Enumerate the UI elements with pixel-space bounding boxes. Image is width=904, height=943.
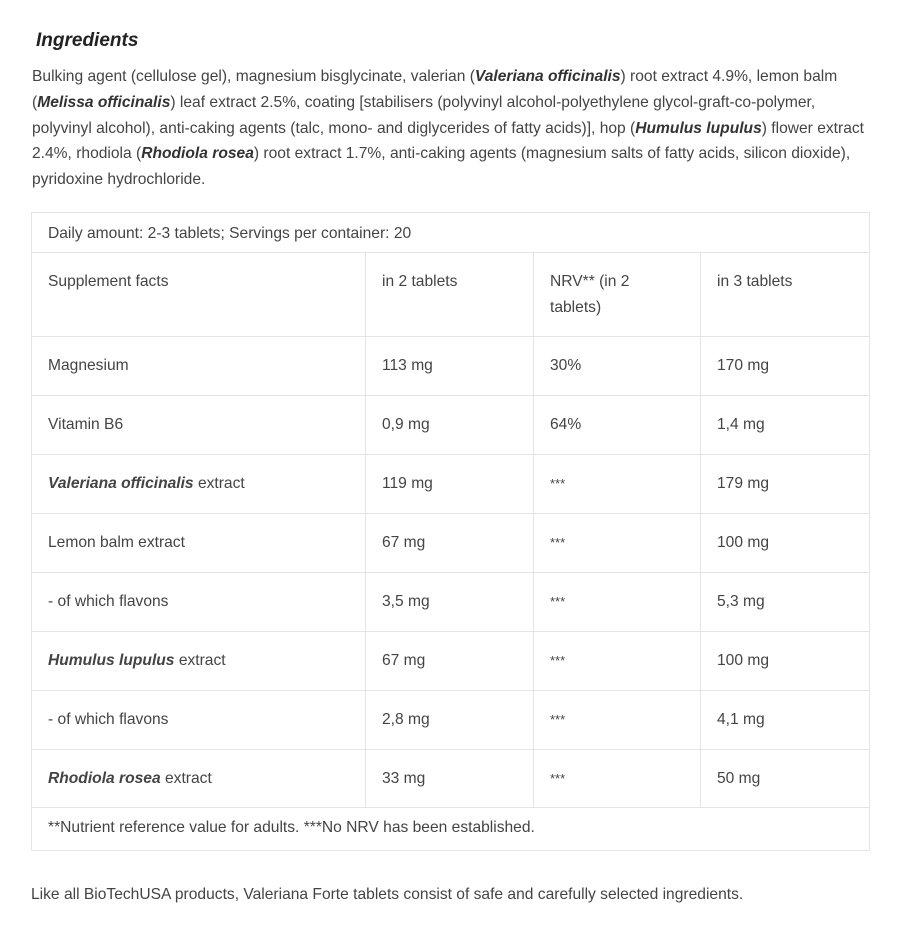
ingredients-text <box>32 64 872 193</box>
nrv-value: *** <box>534 573 701 632</box>
ingredients-text-part: ) root extract 4.9%, lemon balm ( <box>32 68 838 111</box>
nutrient-label: extract <box>174 652 226 669</box>
amount-2-tablets: 113 mg <box>366 337 534 396</box>
table-row <box>32 337 870 396</box>
ingredients-heading: Ingredients <box>36 30 139 51</box>
footnote-cell: **Nutrient reference value for adults. ***No NRV has been established. <box>32 808 870 851</box>
table-row <box>32 455 870 514</box>
ingredients-text-part: ) leaf extract 2.5%, coating [stabilisers (polyvinyl alcohol-polyethylene glycol-graft-co-polymer, polyvinyl alcohol), anti-caking agents (talc, mono- and diglycerides of fatty acids)], hop ( <box>32 93 816 137</box>
nrv-value: *** <box>534 632 701 691</box>
amount-3-tablets: 100 mg <box>701 632 870 691</box>
amount-2-tablets: 3,5 mg <box>366 573 534 632</box>
amount-2-tablets: 119 mg <box>366 455 534 514</box>
ingredient-latin-name: Valeriana officinalis <box>474 68 621 85</box>
table-row <box>32 632 870 691</box>
daily-amount-cell: Daily amount: 2-3 tablets; Servings per container: 20 <box>32 213 870 253</box>
ingredients-text-part: ) flower extract 2.4%, rhodiola ( <box>32 119 865 163</box>
ingredients-text-part: ) root extract 1.7%, anti-caking agents (magnesium salts of fatty acids, silicon dioxide), pyridoxine hydrochloride. <box>32 145 851 189</box>
header-in-2-tablets: in 2 tablets <box>366 253 534 337</box>
nutrient-name <box>32 396 366 455</box>
amount-2-tablets: 33 mg <box>366 750 534 808</box>
nutrient-name <box>32 514 366 573</box>
nutrient-label: extract <box>193 475 245 492</box>
header-nrv: NRV** (in 2 tablets) <box>534 253 701 337</box>
amount-3-tablets: 179 mg <box>701 455 870 514</box>
footnote-row <box>32 808 870 851</box>
ingredient-latin-name: Melissa officinalis <box>37 93 171 111</box>
table-row <box>32 514 870 573</box>
nutrient-name <box>32 750 366 808</box>
table-row <box>32 750 870 808</box>
amount-3-tablets: 100 mg <box>701 514 870 573</box>
amount-3-tablets: 170 mg <box>701 337 870 396</box>
table-row <box>32 691 870 750</box>
nrv-value: 30% <box>534 337 701 396</box>
amount-2-tablets: 67 mg <box>366 632 534 691</box>
supplement-facts-table <box>31 212 870 851</box>
nutrient-label: - of which flavons <box>48 711 169 728</box>
nutrient-name <box>32 691 366 750</box>
daily-amount-row <box>32 213 870 253</box>
amount-3-tablets: 4,1 mg <box>701 691 870 750</box>
ingredient-latin-name: Humulus lupulus <box>635 119 762 137</box>
nutrient-name <box>32 632 366 691</box>
nutrient-name <box>32 455 366 514</box>
amount-3-tablets: 5,3 mg <box>701 573 870 632</box>
nrv-value: *** <box>534 750 701 808</box>
amount-2-tablets: 2,8 mg <box>366 691 534 750</box>
nutrient-name <box>32 573 366 632</box>
header-supplement-facts: Supplement facts <box>32 253 366 337</box>
ingredients-text-part: Bulking agent (cellulose gel), magnesium bisglycinate, valerian ( <box>32 68 475 85</box>
nutrient-label: Magnesium <box>48 357 129 374</box>
nutrient-latin-name: Valeriana officinalis <box>48 475 194 492</box>
amount-3-tablets: 1,4 mg <box>701 396 870 455</box>
ingredient-latin-name: Rhodiola rosea <box>141 145 254 163</box>
nutrient-label: Lemon balm extract <box>48 534 185 551</box>
nutrient-label: Vitamin B6 <box>48 416 124 433</box>
nrv-value: 64% <box>534 396 701 455</box>
header-in-3-tablets: in 3 tablets <box>701 253 870 337</box>
nutrient-label: - of which flavons <box>48 593 169 610</box>
amount-2-tablets: 0,9 mg <box>366 396 534 455</box>
nrv-value: *** <box>534 455 701 514</box>
table-header-row <box>32 253 870 337</box>
amount-3-tablets: 50 mg <box>701 750 870 808</box>
nrv-value: *** <box>534 691 701 750</box>
table-row <box>32 396 870 455</box>
nutrient-name <box>32 337 366 396</box>
nutrient-label: extract <box>160 770 212 787</box>
nutrient-latin-name: Humulus lupulus <box>48 652 175 669</box>
table-row <box>32 573 870 632</box>
footer-text: Like all BioTechUSA products, Valeriana Forte tablets consist of safe and carefully selected ingredients. <box>31 886 744 903</box>
nutrient-latin-name: Rhodiola rosea <box>48 770 161 787</box>
nrv-value: *** <box>534 514 701 573</box>
amount-2-tablets: 67 mg <box>366 514 534 573</box>
